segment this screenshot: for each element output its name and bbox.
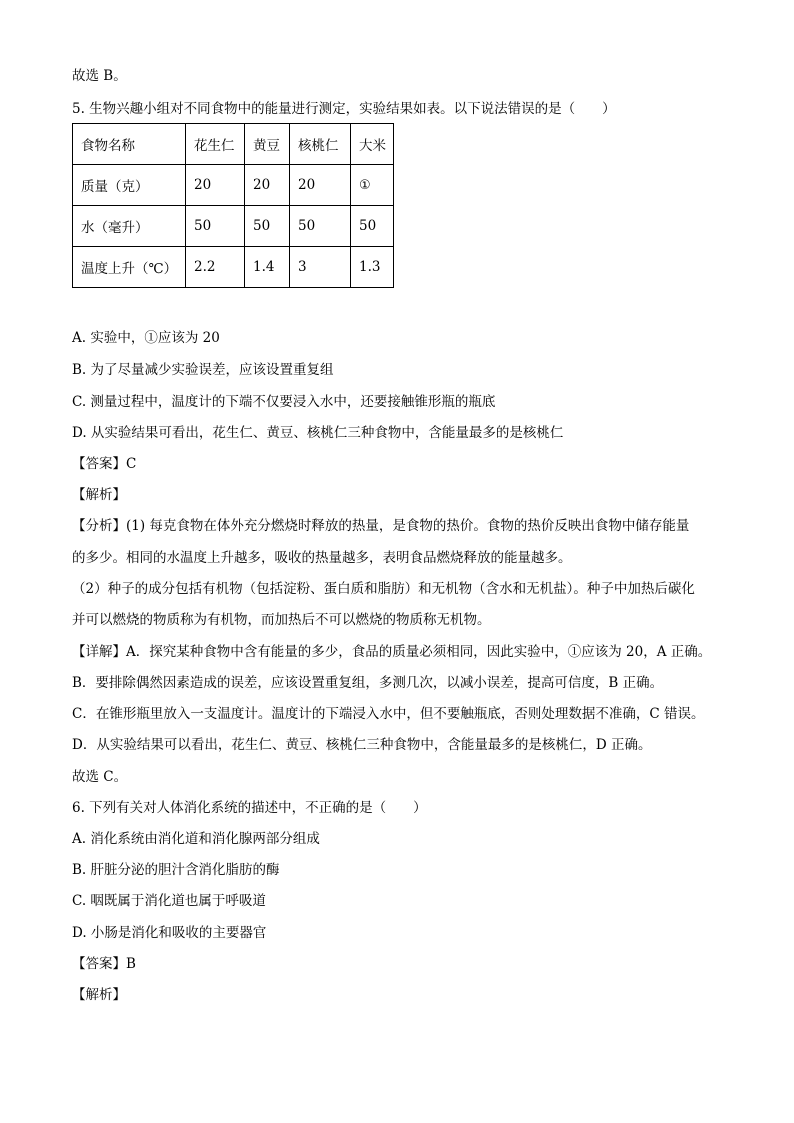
q5-analysis-line: 并可以燃烧的物质称为有机物，而加热后不可以燃烧的物质称无机物。 <box>72 612 491 628</box>
question-6-stem: 6. 下列有关对人体消化系统的描述中，不正确的是（ ） <box>72 800 427 816</box>
q5-option-b: B. 为了尽量减少实验误差，应该设置重复组 <box>72 362 334 378</box>
table-row <box>73 247 394 288</box>
q5-analysis-line: 【分析】(1) 每克食物在体外充分燃烧时释放的热量，是食物的热价。食物的热价反映出食物中储存能量 <box>72 518 690 534</box>
q5-detail-line: D．从实验结果可以看出，花生仁、黄豆、核桃仁三种食物中，含能量最多的是核桃仁，D 正确。 <box>72 737 652 753</box>
table-cell: 2.2 <box>186 247 245 288</box>
table-cell: 水（毫升） <box>73 206 186 247</box>
table-cell: 核桃仁 <box>290 124 351 165</box>
q5-analysis-line: 的多少。相同的水温度上升越多，吸收的热量越多，表明食品燃烧释放的能量越多。 <box>72 550 572 566</box>
table-cell: 20 <box>186 165 245 206</box>
q5-option-c: C. 测量过程中，温度计的下端不仅要浸入水中，还要接触锥形瓶的瓶底 <box>72 394 496 410</box>
table-cell: 温度上升（℃） <box>73 247 186 288</box>
table-cell: 50 <box>186 206 245 247</box>
table-cell: 50 <box>245 206 290 247</box>
question-5-stem: 5. 生物兴趣小组对不同食物中的能量进行测定，实验结果如表。以下说法错误的是（ ） <box>72 101 616 117</box>
q5-option-a: A. 实验中，①应该为 20 <box>72 330 220 346</box>
table-row <box>73 165 394 206</box>
q5-option-d: D. 从实验结果可看出，花生仁、黄豆、核桃仁三种食物中，含能量最多的是核桃仁 <box>72 425 564 441</box>
food-energy-table <box>72 123 394 288</box>
q5-answer: 【答案】C <box>72 456 137 472</box>
q6-option-d: D. 小肠是消化和吸收的主要器官 <box>72 925 267 941</box>
table-cell: 50 <box>290 206 351 247</box>
q5-analysis-line: （2）种子的成分包括有机物（包括淀粉、蛋白质和脂肪）和无机物（含水和无机盐）。种子中加热后碳化 <box>72 581 695 597</box>
table-cell: 花生仁 <box>186 124 245 165</box>
q6-option-c: C. 咽既属于消化道也属于呼吸道 <box>72 893 266 909</box>
table-row <box>73 206 394 247</box>
q5-detail-line: C．在锥形瓶里放入一支温度计。温度计的下端浸入水中，但不要触瓶底，否则处理数据不准确，C 错误。 <box>72 706 705 722</box>
table-cell: 20 <box>245 165 290 206</box>
table-header-row <box>73 124 394 165</box>
q5-analysis-heading: 【解析】 <box>72 487 126 503</box>
q6-analysis-heading: 【解析】 <box>72 987 126 1003</box>
table-cell: 质量（克） <box>73 165 186 206</box>
q5-detail-line: B．要排除偶然因素造成的误差，应该设置重复组，多测几次，以减小误差，提高可信度，B 正确。 <box>72 675 664 691</box>
table-cell: ① <box>351 165 394 206</box>
table-cell: 大米 <box>351 124 394 165</box>
q6-option-b: B. 肝脏分泌的胆汁含消化脂肪的酶 <box>72 862 280 878</box>
q6-option-a: A. 消化系统由消化道和消化腺两部分组成 <box>72 831 320 847</box>
table-cell: 1.3 <box>351 247 394 288</box>
table-cell: 食物名称 <box>73 124 186 165</box>
q5-detail-line: 【详解】A．探究某种食物中含有能量的多少，食品的质量必须相同，因此实验中，①应该为 20，A 正确。 <box>72 644 712 660</box>
table-cell: 20 <box>290 165 351 206</box>
table-cell: 3 <box>290 247 351 288</box>
table-cell: 50 <box>351 206 394 247</box>
table-cell: 1.4 <box>245 247 290 288</box>
q5-conclusion: 故选 C。 <box>72 769 128 785</box>
previous-conclusion: 故选 B。 <box>72 68 127 84</box>
q6-answer: 【答案】B <box>72 956 136 972</box>
table-cell: 黄豆 <box>245 124 290 165</box>
